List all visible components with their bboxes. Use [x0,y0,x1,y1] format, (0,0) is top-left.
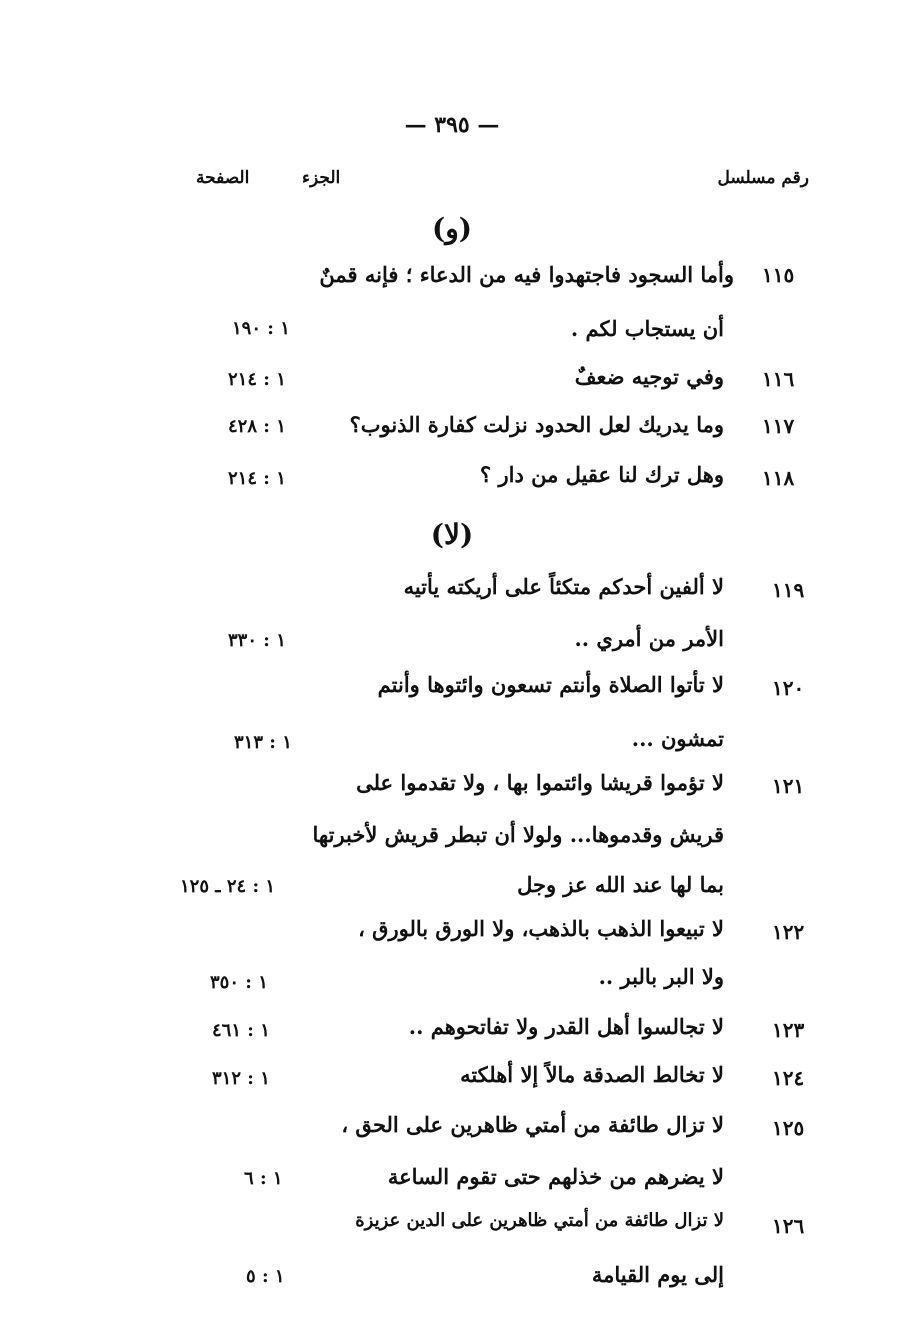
entry-number: ١٢٣ [772,1018,805,1042]
section-letter-waw: (و) [431,212,473,245]
header-volume: الجزء [302,168,341,188]
entry-text-line: قريش وقدموها... ولولا أن تبطر قريش لأخبرتها [312,822,724,847]
entry-number: ١٢٤ [772,1066,805,1090]
entry-text-line: الأمر من أمري .. [574,626,724,651]
entry-text-line: تمشون ... [631,726,724,751]
entry-reference: ١ : ٥ [246,1266,285,1287]
entry-number: ١٢٥ [772,1116,805,1140]
header-page: الصفحة [196,168,250,188]
entry-number: ١٢٢ [772,920,805,944]
entry-text-line: لا يضرهم من خذلهم حتى تقوم الساعة [387,1164,724,1189]
entry-text-line: ولا البر بالبر .. [598,964,724,989]
entry-text-line: لا تزال طائفة من أمتي ظاهرين على الدين عزيزة [355,1210,724,1231]
entry-text-line: لا تجالسوا أهل القدر ولا تفاتحوهم .. [408,1014,724,1039]
entry-number: ١١٥ [762,263,795,287]
entry-text-line: وفي توجيه ضعفٌ [574,364,724,389]
entry-number: ١١٩ [772,578,805,602]
entry-reference: ١ : ٣٣٠ [228,630,286,651]
entry-reference: ١ : ٢١٤ [228,369,286,390]
entry-number: ١١٧ [762,414,795,438]
entry-text-line: لا ألفين أحدكم متكئاً على أريكته يأتيه [403,574,724,599]
entry-text-line: بما لها عند الله عز وجل [517,872,724,897]
header-hadith-number: رقم مسلسل [717,168,809,188]
entry-reference: ١ : ٦ [244,1168,283,1189]
entry-text-line: لا تخالط الصدقة مالاً إلا أهلكته [460,1062,724,1087]
entry-text-line: أن يستجاب لكم . [570,316,724,341]
entry-reference: ١ : ٢٤ ـ ١٢٥ [180,876,276,897]
entry-text-line: لا تزال طائفة من أمتي ظاهرين على الحق ، [341,1112,724,1137]
entry-text-line: وما يدريك لعل الحدود نزلت كفارة الذنوب؟ [349,412,724,437]
entry-reference: ١ : ١٩٠ [232,318,290,339]
entry-number: ١٢٠ [772,676,805,700]
entry-number: ١١٦ [762,367,795,391]
entry-number: ١٢٦ [772,1214,805,1238]
entry-text-line: وهل ترك لنا عقيل من دار ؟ [480,462,724,487]
entry-number: ١١٨ [762,466,795,490]
entry-number: ١٢١ [772,774,805,798]
entry-text-line: لا تبيعوا الذهب بالذهب، ولا الورق بالورق ، [358,916,724,941]
entry-reference: ١ : ٤٢٨ [228,416,286,437]
entry-text-line: وأما السجود فاجتهدوا فيه من الدعاء ؛ فإنه قمنٌ [319,262,734,287]
section-letter-la: (لا) [430,518,474,551]
entry-reference: ١ : ٢١٤ [228,468,286,489]
entry-text-line: إلى يوم القيامة [591,1262,724,1287]
page-number: — ٣٩٥ — [404,112,500,138]
entry-text-line: لا تأتوا الصلاة وأنتم تسعون وائتوها وأنتم [377,672,724,697]
entry-reference: ١ : ٣١٢ [212,1068,270,1089]
entry-text-line: لا تؤموا قريشا وائتموا بها ، ولا تقدموا على [356,770,724,795]
entry-reference: ١ : ٤٦١ [212,1020,270,1041]
entry-reference: ١ : ٣١٣ [234,732,292,753]
entry-reference: ١ : ٣٥٠ [210,972,268,993]
